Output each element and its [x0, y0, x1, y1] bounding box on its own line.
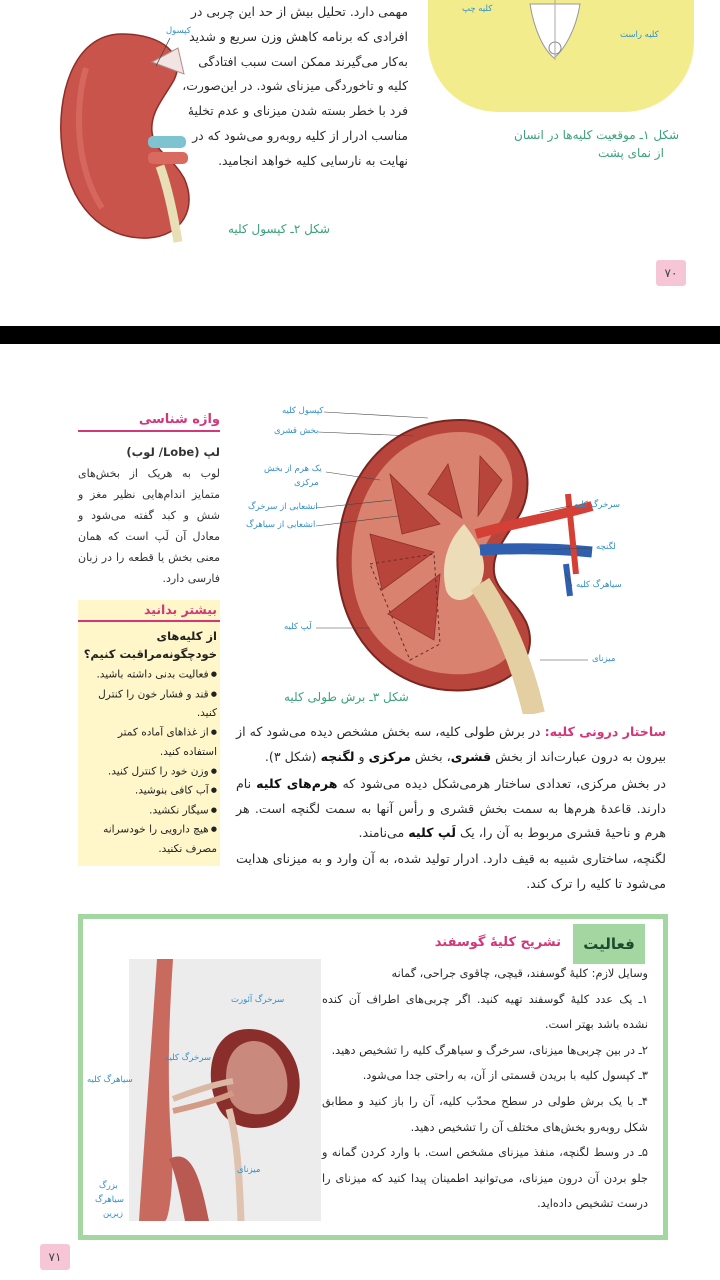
learn-more-item: ● آب کافی بنوشید. [81, 781, 217, 801]
internal-structure-p1 [236, 720, 666, 769]
photo-label-aorta: سرخرگ آئورت [231, 995, 285, 1005]
vocab-term: لپ (Lobe/ لوب) [126, 445, 220, 459]
label-lobe: لَپ کلیه [284, 622, 312, 632]
page-70-paragraph-line: مناسب ادرار از کلیه روبه‌رو می‌شود که در [192, 128, 408, 143]
p1-text-e: و [354, 748, 369, 764]
capsule-label: کپسول [166, 26, 191, 36]
p1-text-g: (شکل ۳). [264, 748, 321, 764]
page-70-paragraph-line: کلیه و تاخوردگی میزنای شود. در این‌صورت، [182, 78, 408, 94]
kidney-capsule-illustration [52, 28, 212, 246]
vocab-definition: لوب به هریک از بخش‌های متمایز اندام‌هایی نظیر مغز و شش و کبد گفته می‌شود و معادل آن لَپ است که همان معنی بخش یا قطعه را در زبان فارسی دارد. [78, 467, 220, 585]
label-cortex: بخش قشری [274, 426, 319, 436]
photo-label-renal-vein: سیاهرگ کلیه [87, 1075, 133, 1085]
sheep-kidney-photo [129, 959, 321, 1221]
learn-more-title: بیشتر بدانید [78, 600, 220, 622]
p1-bold-cortex: قشری [450, 748, 492, 764]
label-vein-branch: انشعابی از سیاهرگ [246, 520, 316, 530]
p1-text-c: ، بخش [410, 748, 451, 764]
sheep-kidney-drawing [129, 959, 321, 1221]
label-pelvis: لگنچه [596, 542, 616, 552]
label-renal-artery: سرخرگ کلیه [574, 500, 621, 510]
label-artery-branch: انشعابی از سرخرگ [248, 502, 318, 512]
activity-step: ۳ـ کپسول کلیه با بریدن قسمتی از آن، به راحتی جدا می‌شود. [362, 1069, 648, 1083]
vocab-title: واژه شناسی [78, 412, 220, 432]
activity-title: تشریح کلیهٔ گوسفند [434, 935, 561, 950]
page-70-paragraph-line: نهایت به نارسایی کلیه خواهد انجامید. [218, 152, 408, 168]
right-kidney-label: کلیه راست [620, 30, 659, 40]
figure-3-caption: شکل ۳ـ برش طولی کلیه [284, 690, 409, 704]
label-pyramid-line-2: مرکزی [294, 478, 319, 488]
activity-step: ۱ـ یک عدد کلیهٔ گوسفند تهیه کنید. اگر چربی‌های اطراف آن کنده نشده باشد بهتر است. [322, 992, 648, 1032]
page-70-paragraph-line: مهمی دارد. تحلیل بیش از حد این چربی در [190, 4, 408, 19]
p2-text-c: نام دارند. قاعدهٔ هرم‌ها به سمت بخش قشری و رأس آنها به سمت لگنچه است. هر هرم و ناحیهٔ قشری مربوط به آن را، یک [236, 776, 666, 840]
activity-body [322, 961, 648, 1217]
page-70-paragraph-line: به‌کار می‌گیرند ممکن است سبب افتادگی [198, 53, 408, 69]
learn-more-item: ● وزن خود را کنترل کنید. [81, 762, 217, 782]
learn-more-item: ● قند و فشار خون را کنترل کنید. [81, 685, 217, 724]
learn-more-item: ● از غذاهای آماده کمتر استفاده کنید. [81, 723, 217, 762]
label-ureter: میزنای [592, 654, 616, 664]
learn-more-question: از کلیه‌های خودچگونه‌مراقبت کنیم؟ [83, 629, 217, 661]
internal-structure-p2 [236, 772, 666, 846]
activity-step: ۵ـ در وسط لگنچه، منفذ میزنای مشخص است. با وارد کردن گمانه و جلو بردن آن درون میزنای، می‌توانید اطمینان پیدا کنید که میزنای را درست تشخیص داده‌اید. [322, 1146, 648, 1211]
page-70-paragraph-line: افرادی که برنامه کاهش وزن سریع و شدید [189, 28, 408, 44]
p2-text-e: می‌نامند. [358, 825, 409, 840]
photo-label-vena-cava-2: سیاهرگ [95, 1195, 125, 1205]
figure-1-caption-line-2: از نمای پشت [598, 146, 664, 160]
photo-label-renal-artery: سرخرگ کلیه [165, 1053, 212, 1063]
label-renal-vein: سیاهرگ کلیه [576, 580, 622, 590]
page-70-paragraph-line: فرد با خطر بسته شدن میزنای و عدم تخلیهٔ [187, 103, 408, 119]
figure-1-caption-line-1: شکل ۱ـ موقعیت کلیه‌ها در انسان [514, 128, 680, 142]
learn-more-item: ● فعالیت بدنی داشته باشید. [81, 665, 217, 685]
left-kidney-label: کلیه چپ [462, 4, 493, 14]
activity-steps [322, 987, 648, 1217]
internal-structure-p3: لگنچه، ساختاری شبیه به قیف دارد. ادرار تولید شده، به آن وارد و به میزنای هدایت می‌شود تا کلیه را ترک کند. [236, 851, 666, 891]
learn-more-item: ● سیگار نکشید. [81, 801, 217, 821]
photo-label-ureter: میزنای [237, 1165, 261, 1175]
p1-text-a: در برش طولی کلیه، سه بخش مشخص دیده می‌شود که از بیرون به درون عبارت‌اند از بخش [236, 724, 666, 764]
page-70 [0, 0, 720, 326]
activity-step: ۴ـ با یک برش طولی در سطح محدّب کلیه، آن را باز کنید و مطابق شکل روبه‌رو بخش‌های مختلف آن را تشخیص دهید. [322, 1094, 648, 1134]
p2-bold-pyramids: هرم‌های کلیه [256, 776, 338, 791]
activity-materials: وسایل لازم: کلیهٔ گوسفند، قیچی، چاقوی جراحی، گمانه [391, 967, 648, 980]
p2-bold-lobe: لَپ کلیه [408, 825, 456, 840]
kidney-position-figure [428, 0, 694, 112]
internal-structure-heading: ساختار درونی کلیه: [544, 724, 666, 739]
label-leader-lines [0, 344, 720, 744]
learn-more-item: ● هیچ دارویی را خودسرانه مصرف نکنید. [81, 820, 217, 859]
page-number-71: ۷۱ [40, 1244, 70, 1270]
p1-bold-medulla: مرکزی [368, 748, 411, 764]
activity-step: ۲ـ در بین چربی‌ها میزنای، سرخرگ و سیاهرگ کلیه را تشخیص دهید. [331, 1043, 648, 1057]
photo-label-vena-cava-1: بزرگ [99, 1181, 118, 1191]
label-capsule: کپسول کلیه [282, 406, 324, 416]
label-pyramid-line-1: یک هرم از بخش [264, 464, 322, 474]
photo-label-vena-cava-3: زیرین [103, 1209, 123, 1219]
figure-2-caption: شکل ۲ـ کپسول کلیه [228, 222, 330, 236]
page-71 [0, 344, 720, 1280]
activity-tab: فعالیت [573, 924, 645, 964]
page-number-70: ۷۰ [656, 260, 686, 286]
p1-bold-pelvis: لگنچه [320, 748, 355, 764]
spine-illustration [520, 0, 590, 64]
p2-text-a: در بخش مرکزی، تعدادی ساختار هرمی‌شکل دیده می‌شود که [337, 776, 666, 791]
activity-box [78, 914, 668, 1240]
